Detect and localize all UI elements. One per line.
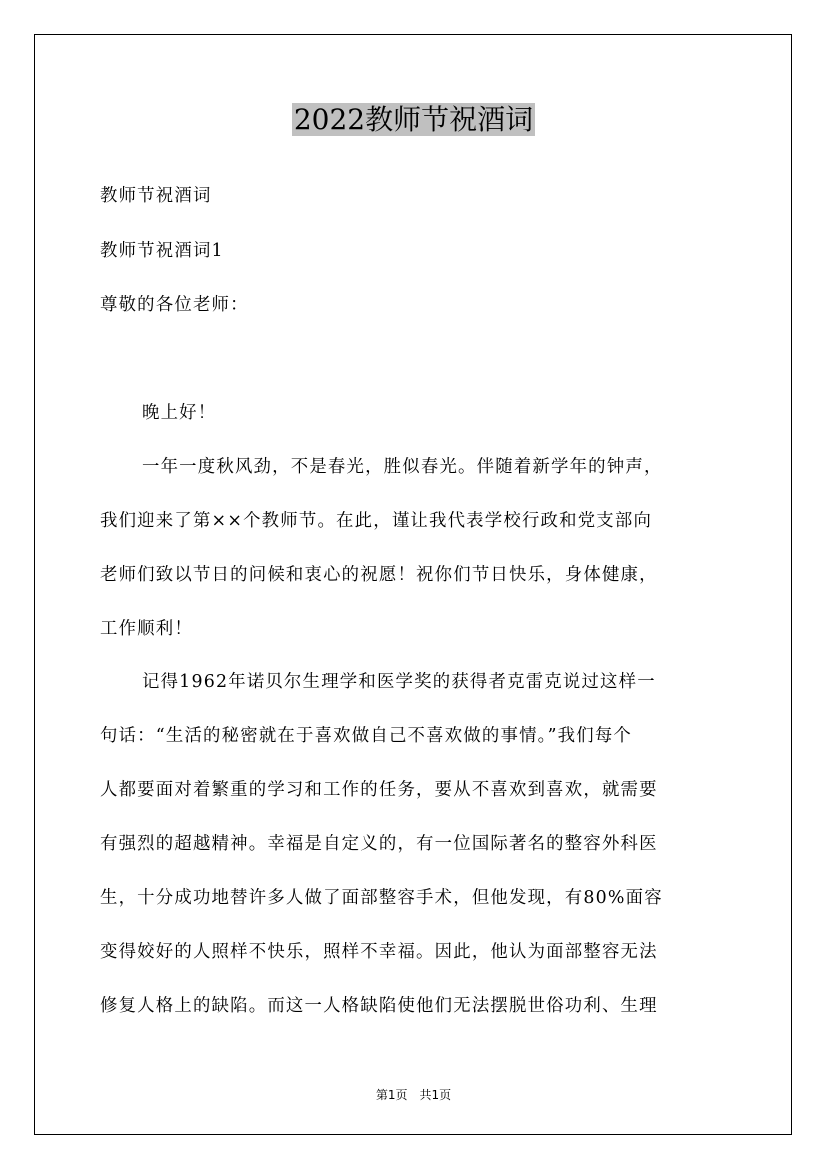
paragraph-line: 老师们致以节日的问候和衷心的祝愿！祝你们节日快乐，身体健康，: [100, 565, 658, 585]
salutation: 尊敬的各位老师：: [100, 295, 249, 315]
paragraph-line: 人都要面对着繁重的学习和工作的任务，要从不喜欢到喜欢，就需要: [100, 780, 658, 800]
paragraph-line: 一年一度秋风劲，不是春光，胜似春光。伴随着新学年的钟声，: [142, 457, 663, 477]
section-heading: 教师节祝酒词1: [100, 241, 224, 261]
paragraph-line: 变得姣好的人照样不快乐，照样不幸福。因此，他认为面部整容无法: [100, 942, 658, 962]
paragraph-line: 记得1962年诺贝尔生理学和医学奖的获得者克雷克说过这样一: [142, 672, 656, 692]
greeting: 晚上好！: [142, 403, 217, 423]
paragraph-line: 修复人格上的缺陷。而这一人格缺陷使他们无法摆脱世俗功利、生理: [100, 996, 658, 1016]
paragraph-line: 生，十分成功地替许多人做了面部整容手术，但他发现，有80%面容: [100, 888, 663, 908]
page-footer: 第1页 共1页: [375, 1088, 452, 1102]
document-title-wrap: [0, 100, 827, 140]
paragraph-line: 句话：“生活的秘密就在于喜欢做自己不喜欢做的事情。”我们每个: [100, 726, 633, 746]
document-subtitle: 教师节祝酒词: [100, 186, 212, 206]
paragraph-line: 我们迎来了第××个教师节。在此，谨让我代表学校行政和党支部向: [100, 511, 653, 531]
paragraph-line: 有强烈的超越精神。幸福是自定义的，有一位国际著名的整容外科医: [100, 834, 658, 854]
paragraph-line: 工作顺利！: [100, 619, 193, 639]
document-title: 2022教师节祝酒词: [293, 103, 534, 136]
